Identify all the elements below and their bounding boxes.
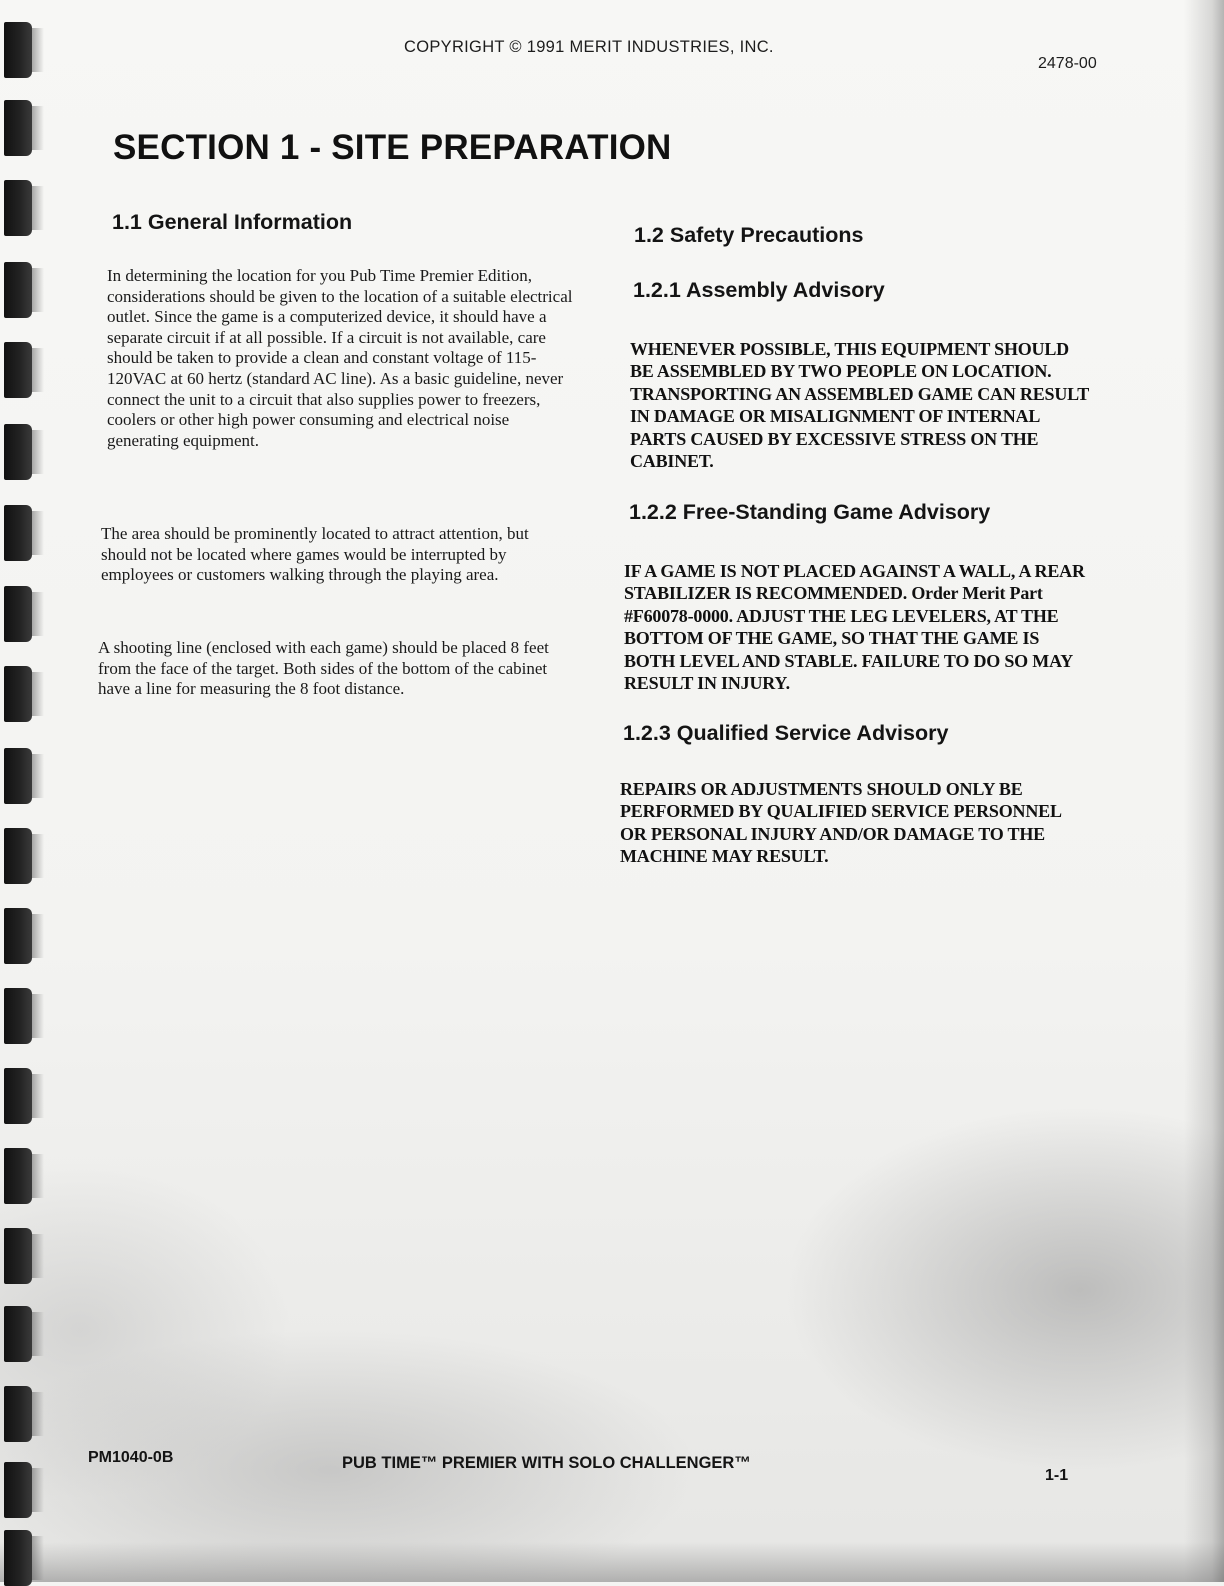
general-information-paragraph-3: A shooting line (enclosed with each game) should be placed 8 feet from the face of the target. Both sides of the bottom of the cabinet have a line for measuring the 8 foot distance.	[98, 638, 549, 699]
footer-part-number: PM1040-0B	[88, 1449, 174, 1466]
footer-title: PUB TIME™ PREMIER WITH SOLO CHALLENGER™	[342, 1454, 751, 1472]
page-number: 1-1	[1045, 1467, 1069, 1484]
page-edge-shadow	[1184, 0, 1224, 1582]
free-standing-advisory-text: IF A GAME IS NOT PLACED AGAINST A WALL, A REAR STABILIZER IS RECOMMENDED. Order Merit Part #F60078-0000. ADJUST THE LEG LEVELERS, AT THE BOTTOM OF THE GAME, SO THAT THE GAME IS BOTH LEVEL AND STABLE. FAILURE TO DO SO MAY RESULT IN INJURY.	[624, 561, 1085, 694]
assembly-advisory-heading: 1.2.1 Assembly Advisory	[633, 278, 885, 302]
safety-precautions-heading: 1.2 Safety Precautions	[634, 223, 864, 247]
copyright-notice: COPYRIGHT © 1991 MERIT INDUSTRIES, INC.	[404, 38, 774, 56]
qualified-service-advisory-text: REPAIRS OR ADJUSTMENTS SHOULD ONLY BE PERFORMED BY QUALIFIED SERVICE PERSONNEL OR PERSONAL INJURY AND/OR DAMAGE TO THE MACHINE MAY RESULT.	[620, 779, 1061, 867]
general-information-paragraph-1: In determining the location for you Pub Time Premier Edition, considerations should be given to the location of a suitable electrical outlet. Since the game is a computerized device, it should have a separate circuit if at all possible. If a circuit is not available, care should be taken to provide a clean and constant voltage of 115-120VAC at 60 hertz (standard AC line). As a basic guideline, never connect the unit to a circuit that also supplies power to freezers, coolers or other high power consuming and electrical noise generating equipment.	[107, 266, 573, 450]
free-standing-advisory-heading: 1.2.2 Free-Standing Game Advisory	[629, 500, 991, 524]
general-information-heading: 1.1 General Information	[112, 210, 353, 234]
page-shadow	[0, 1542, 1224, 1582]
qualified-service-advisory-heading: 1.2.3 Qualified Service Advisory	[623, 721, 949, 745]
spiral-binding	[0, 0, 48, 1582]
general-information-paragraph-2: The area should be prominently located to attract attention, but should not be located where games would be interrupted by employees or customers walking through the playing area.	[101, 524, 529, 585]
section-title: SECTION 1 - SITE PREPARATION	[113, 128, 672, 167]
document-number: 2478-00	[1038, 55, 1097, 72]
assembly-advisory-text: WHENEVER POSSIBLE, THIS EQUIPMENT SHOULD BE ASSEMBLED BY TWO PEOPLE ON LOCATION. TRANSPORTING AN ASSEMBLED GAME CAN RESULT IN DAMAGE OR MISALIGNMENT OF INTERNAL PARTS CAUSED BY EXCESSIVE STRESS ON THE CABINET.	[630, 339, 1089, 472]
